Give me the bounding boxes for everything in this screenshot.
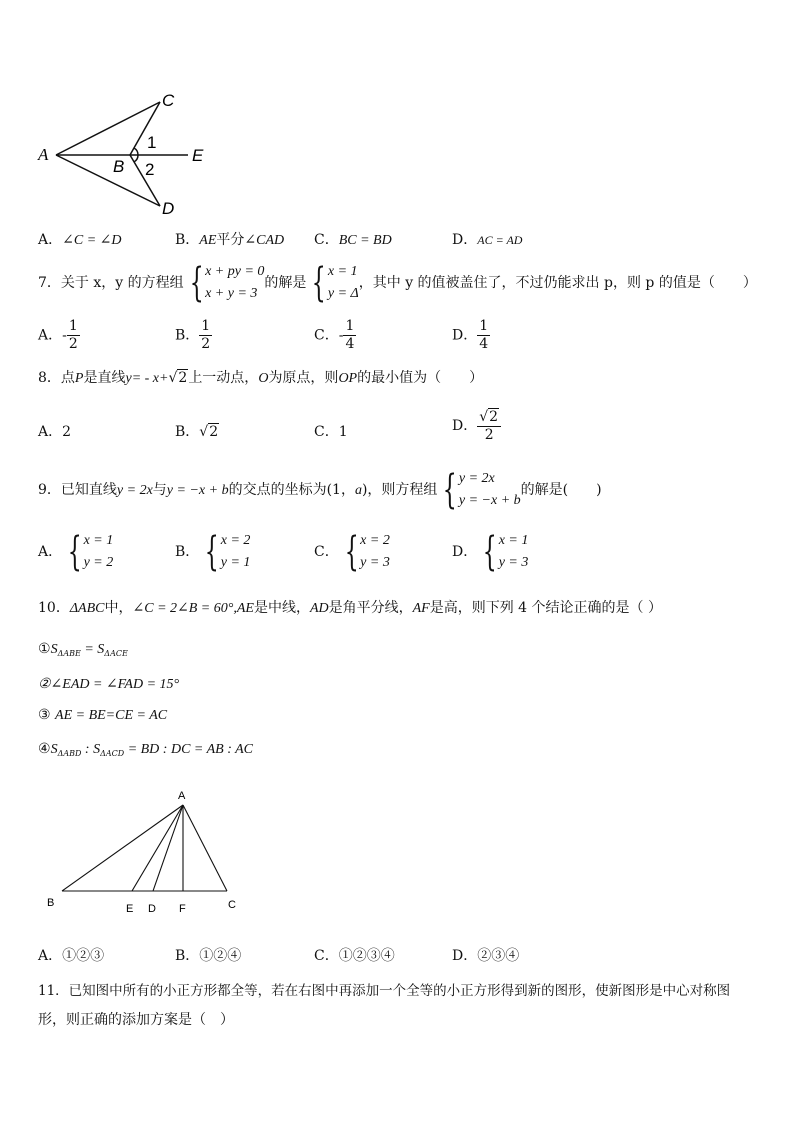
fig6-label-a: A [38, 145, 49, 164]
q9-option-d[interactable]: D． { x = 1 y = 3 [452, 529, 529, 575]
q9-option-a[interactable]: A． { x = 1 y = 2 [38, 529, 114, 575]
fig10-side-ab [62, 805, 183, 891]
q9-option-c[interactable]: C． { x = 2 y = 3 [314, 529, 390, 575]
q10-option-a[interactable]: A．①②③ [38, 948, 105, 964]
fig6-label-b: B [113, 157, 125, 176]
fig10-label-f: F [179, 903, 186, 915]
q7-option-a[interactable]: A．- $\frac{1}{2}$ [38, 318, 78, 352]
fig6-angle-1: 1 [147, 133, 157, 152]
fig10-label-a: A [178, 790, 186, 802]
q9-equation-system: { y = 2x y = −x + b [443, 467, 521, 513]
q8-option-d[interactable]: D． $\frac{√2}{2}$ [452, 408, 501, 444]
fig10-label-e: E [126, 903, 134, 915]
q10-statement-1: $①S_{\Delta ABE} = S_{\Delta ACE}$ [38, 641, 128, 658]
fig6-label-d: D [162, 199, 175, 218]
q7-option-d[interactable]: D． $\frac{1}{4}$ [452, 318, 489, 352]
question-11-line-1: 11．已知图中所有的小正方形都全等，若在右图中再添加一个全等的小正方形得到新的图形，使新图形是中心对称图 [38, 983, 731, 999]
q6-option-d[interactable]: D．AC = AD [452, 232, 523, 248]
q8-option-a[interactable]: A．2 [38, 424, 72, 440]
question-8: 8．点P是直线y= - x+√2上一动点，O为原点，则OP的最小值为（ ） [38, 370, 484, 386]
fig6-label-e: E [192, 146, 204, 165]
figure-q10 [40, 785, 250, 920]
q8-option-b[interactable]: B．√2 [175, 424, 219, 440]
q7-equation-system: { x + py = 0 x + y = 3 [189, 260, 265, 306]
question-10: 10．ΔABC中，∠C = 2∠B = 60°,AE是中线，AD是角平分线，AF是高，则下列 4 个结论正确的是（ ） [38, 600, 662, 616]
q10-statement-4: $④S_{\Delta ABD}$ : $S_{\Delta ACD}$ = BD : DC = AB : AC [38, 741, 254, 758]
figure-q6 [30, 88, 220, 223]
q8-option-c[interactable]: C．1 [314, 424, 348, 440]
question-11-line-2: 形，则正确的添加方案是（ ） [38, 1012, 234, 1028]
angle-arc-2 [134, 155, 138, 162]
q6-option-c[interactable]: C．BC = BD [314, 232, 392, 248]
q10-option-b[interactable]: B．①②④ [175, 948, 242, 964]
fig10-label-d: D [148, 903, 156, 915]
q6-option-a[interactable]: A．∠C = ∠D [38, 232, 122, 248]
question-7: 7．关于 x，y 的方程组 { x + py = 0 x + y = 3的解是 { x = 1 y = Δ，其中 y 的值被盖住了，不过仍能求出 p，则 p 的值是（ ） [38, 260, 757, 306]
q6-option-b[interactable]: B．AE平分∠CAD [175, 232, 285, 248]
q10-statement-3: ③ AE = BE=CE = AC [38, 707, 168, 723]
angle-arc-1 [134, 148, 138, 155]
fig10-side-ac [183, 805, 227, 891]
q9-option-b[interactable]: B． { x = 2 y = 1 [175, 529, 251, 575]
fig6-angle-2: 2 [145, 160, 155, 179]
question-9: 9．已知直线y = 2x与y = −x + b的交点的坐标为(1，a)，则方程组 { y = 2x y = −x + b的解是( ) [38, 467, 602, 513]
q7-option-c[interactable]: C．- $\frac{1}{4}$ [314, 318, 355, 352]
q10-option-d[interactable]: D．②③④ [452, 948, 520, 964]
q10-option-c[interactable]: C．①②③④ [314, 948, 395, 964]
fig10-label-b: B [47, 897, 55, 909]
q10-statement-2: ②∠EAD = ∠FAD = 15° [38, 677, 180, 692]
fig6-label-c: C [162, 91, 175, 110]
q7-solution-system: { x = 1 y = Δ [312, 260, 359, 306]
q7-option-b[interactable]: B． $\frac{1}{2}$ [175, 318, 211, 352]
fig10-label-c: C [228, 899, 236, 911]
